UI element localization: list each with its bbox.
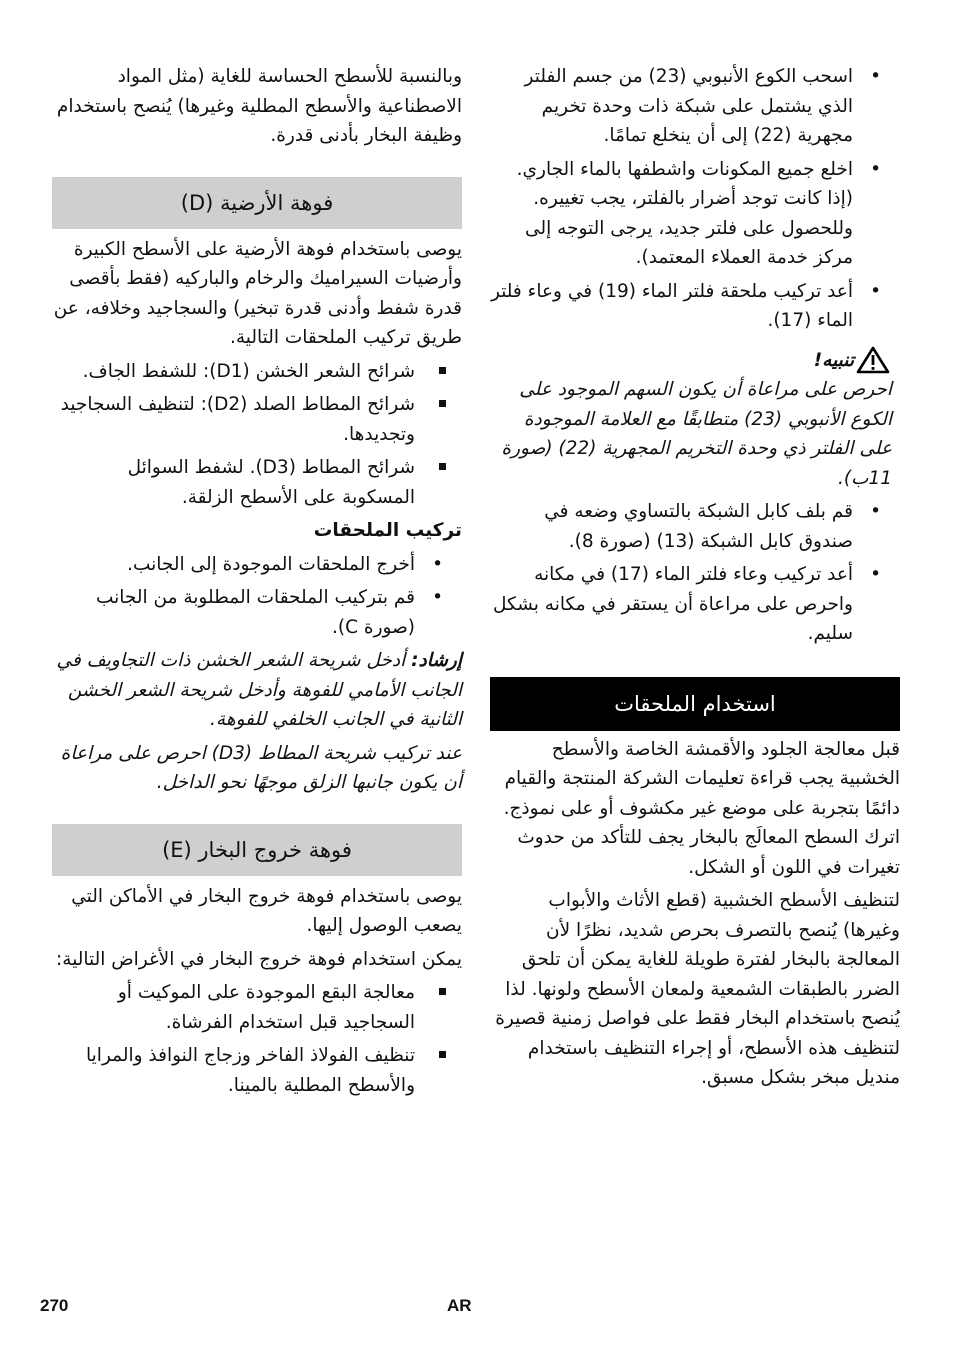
mounting-list xyxy=(52,550,462,643)
list-item: • قم بتركيب الملحقات المطلوبة من الجانب (صورة C). xyxy=(52,583,462,642)
intro-paragraph: وبالنسبة للأسطح الحساسة للغاية (مثل المواد الاصطناعية والأسطح المطلية وغيرها) يُنصح باستخدام وظيفة البخار بأدنى قدرة. xyxy=(56,66,462,146)
list-item: • قم بلف كابل الشبكة بالتساوي وضعه في صندوق كابل الشبكة (13) (صورة 8). xyxy=(490,497,900,556)
page-number: 270 xyxy=(40,1296,69,1315)
left-column xyxy=(52,62,462,1104)
section-heading-floor-nozzle: فوهة الأرضية (D) xyxy=(52,177,462,229)
right-column xyxy=(490,62,900,1097)
tip-paragraph xyxy=(52,646,462,735)
warning-triangle-icon xyxy=(856,346,890,374)
reassembly-list xyxy=(490,497,900,649)
filter-steps-list xyxy=(490,62,900,336)
tip-label: إرشاد: xyxy=(411,650,462,671)
list-item: • اخلع جميع المكونات واشطفها بالماء الجاري. (إذا كانت توجد أضرار بالفلتر، يجب تغييره. وللحصول على فلتر جديد، يرجى التوجه إلى مركز خدمة العملاء المعتمد). xyxy=(490,155,900,273)
section-heading-accessories: استخدام الملحقات xyxy=(490,677,900,731)
list-item: شرائح المطاط الصلد (D2): لتنظيف السجاجيد وتجديدها. xyxy=(52,390,462,449)
paragraph: يوصى باستخدام فوهة الأرضية على الأسطح الكبيرة وأرضيات السيراميك والرخام والباركيه (فقط بأقصى قدرة شفط وأدنى قدرة تبخير) والسجاجيد وخلافه، عن طريق تركيب الملحقات التالية. xyxy=(53,238,462,348)
paragraph: يوصى باستخدام فوهة خروج البخار في الأماكن التي يصعب الوصول إليها. xyxy=(71,885,462,936)
list-item: شرائح الشعر الخشن (D1): للشفط الجاف. xyxy=(52,357,462,387)
list-item: • أعد تركيب ملحقة فلتر الماء (19) في وعاء فلتر الماء (17). xyxy=(490,277,900,336)
tip-paragraph-2: عند تركيب شريحة المطاط (D3) احرص على مراعاة أن يكون جانبها الزلق موجهًا نحو الداخل. xyxy=(60,742,462,793)
section-heading-steam-nozzle: فوهة خروج البخار (E) xyxy=(52,824,462,876)
caution-title xyxy=(490,346,900,376)
list-item: • أخرج الملحقات الموجودة إلى الجانب. xyxy=(52,550,462,580)
paragraph: قبل معالجة الجلود والأقمشة الخاصة والأسطح الخشبية يجب قراءة تعليمات الشركة المنتجة والقيام دائمًا بتجربة على موضع غير مكشوف أو على نموذج. اترك السطح المعالَج بالبخار يجف للتأكد من حدوث تغيرات في اللون أو الشكل. xyxy=(503,738,900,878)
list-item: معالجة البقع الموجودة على الموكيت أو السجاجيد قبل استخدام الفرشاة. xyxy=(52,978,462,1037)
caution-label: تنبيه! xyxy=(813,349,854,371)
language-code: AR xyxy=(447,1296,472,1315)
list-item: تنظيف الفولاذ الفاخر وزجاج النوافذ والمرايا والأسطح المطلية بالمينا. xyxy=(52,1041,462,1100)
tip-text: أدخل شريحة الشعر الخشن ذات التجاويف في الجانب الأمامي للفوهة وأدخل شريحة الشعر الخشن الثانية في الجانب الخلفي للفوهة. xyxy=(56,650,462,730)
list-item: • اسحب الكوع الأنبوبي (23) من جسم الفلتر الذي يشتمل على شبكة ذات وحدة تخريم مجهرية (22) إلى أن ينخلع تمامًا. xyxy=(490,62,900,151)
floor-nozzle-list xyxy=(52,357,462,513)
list-item: شرائح المطاط (D3). لشفط السوائل المسكوبة على الأسطح الزلقة. xyxy=(52,453,462,512)
list-item: • أعد تركيب وعاء فلتر الماء (17) في مكانه واحرص على مراعاة أن يستقر في مكانه بشكل سليم. xyxy=(490,560,900,649)
paragraph: يمكن استخدام فوهة خروج البخار في الأغراض التالية: xyxy=(56,948,462,970)
paragraph: لتنظيف الأسطح الخشبية (قطع الأثاث والأبواب وغيرها) يُنصح بالتصرف بحرص شديد، نظرًا لأن المعالجة بالبخار لفترة طويلة للغاية يمكن أن تلحق الضرر بالطبقات الشمعية ولمعان الأسطح ولونها. لذا يُنصح باستخدام البخار فقط على فواصل زمنية قصيرة لتنظيف هذه الأسطح، أو إجراء التنظيف باستخدام منديل مبخر بشكل مسبق. xyxy=(495,890,900,1088)
subheading-mounting: تركيب الملحقات xyxy=(313,520,462,541)
caution-text: احرص على مراعاة أن يكون السهم الموجود على الكوع الأنبوبي (23) متطابقًا مع العلامة الموجودة على الفلتر ذي وحدة التخريم المجهرية (22) (صورة 11ب). xyxy=(501,379,892,489)
steam-nozzle-list xyxy=(52,978,462,1100)
